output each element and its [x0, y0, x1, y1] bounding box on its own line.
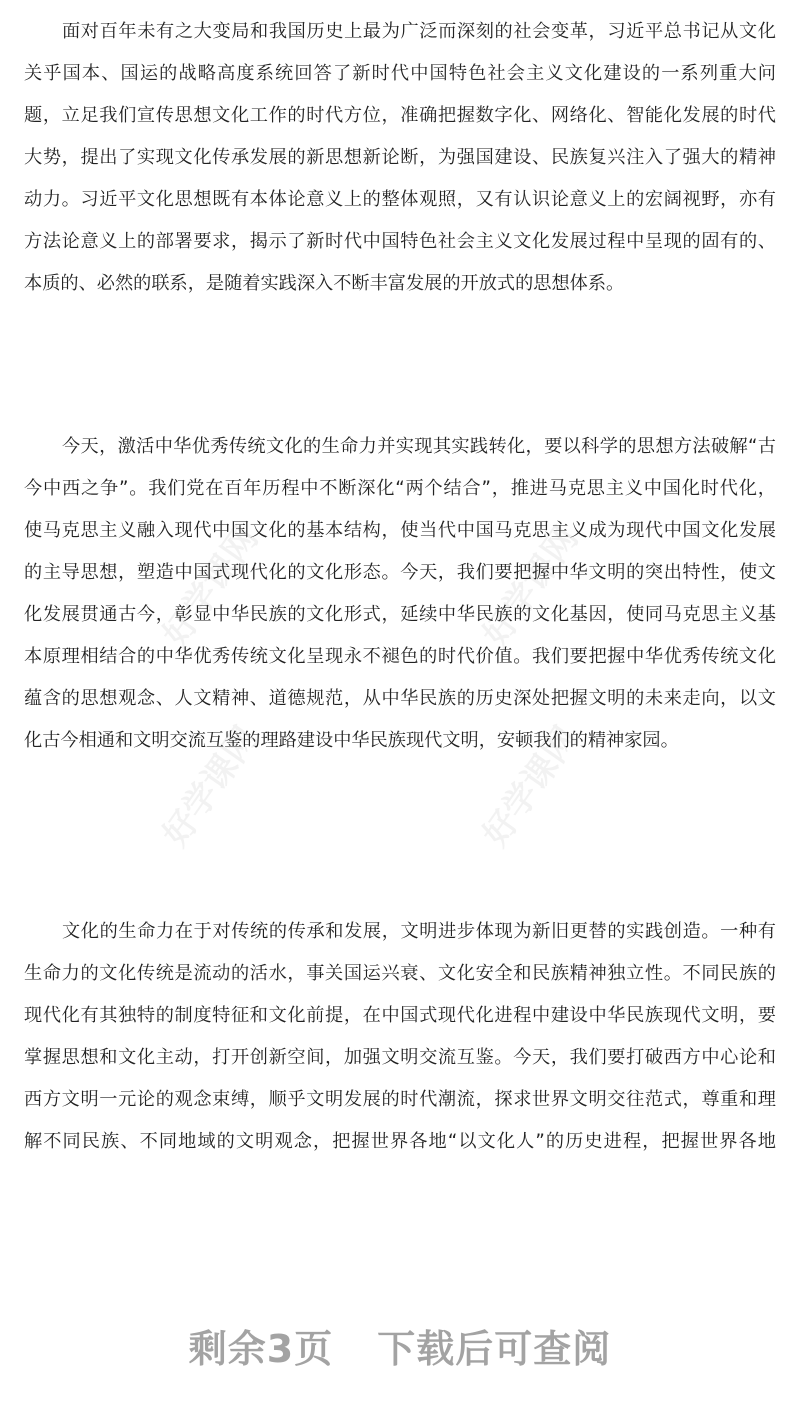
paragraph-1-line: 题，立足我们宣传思想文化工作的时代方位，准确把握数字化、网络化、智能化发展的时代: [24, 105, 776, 126]
watermark: 好学课网: [475, 719, 587, 854]
paragraph-3-line: 生命力的文化传统是流动的活水，事关国运兴衰、文化安全和民族精神独立性。不同民族的: [24, 963, 776, 984]
paragraph-2-line: 的主导思想，塑造中国式现代化的文化形态。今天，我们要把握中华文明的突出特性，使文: [24, 562, 776, 583]
paragraph-2-line: 化发展贯通古今，彰显中华民族的文化形式，延续中华民族的文化基因，使同马克思主义基: [24, 604, 776, 625]
paragraph-3-line: 解不同民族、不同地域的文明观念，把握世界各地“以文化人”的历史进程，把握世界各地: [24, 1131, 776, 1152]
download-prompt[interactable]: [0, 1318, 800, 1373]
paragraph-3-line: 现代化有其独特的制度特征和文化前提，在中国式现代化进程中建设中华民族现代文明，要: [24, 1005, 776, 1026]
paragraph-1-line: 方法论意义上的部署要求，揭示了新时代中国特色社会主义文化发展过程中呈现的固有的、: [24, 231, 776, 252]
paragraph-3-line: 西方文明一元论的观念束缚，顺乎文明发展的时代潮流，探求世界文明交往范式，尊重和理: [24, 1089, 776, 1110]
watermark: 好学课网: [155, 719, 267, 854]
paragraph-2-line: 蕴含的思想观念、人文精神、道德规范，从中华民族的历史深处把握文明的未来走向，以文: [24, 688, 776, 709]
paragraph-1-line: 动力。习近平文化思想既有本体论意义上的整体观照，又有认识论意义上的宏阔视野，亦有: [24, 189, 776, 210]
remaining-pages-text: 剩余3页: [188, 1327, 334, 1371]
paragraph-2-line: 今天，激活中华优秀传统文化的生命力并实现其实践转化，要以科学的思想方法破解“古: [62, 436, 776, 457]
paragraph-1-line: 面对百年未有之大变局和我国历史上最为广泛而深刻的社会变革，习近平总书记从文化: [62, 21, 776, 42]
paragraph-3-line: 掌握思想和文化主动，打开创新空间，加强文明交流互鉴。今天，我们要打破西方中心论和: [24, 1047, 776, 1068]
paragraph-2-line: 化古今相通和文明交流互鉴的理路建设中华民族现代文明，安顿我们的精神家园。: [24, 730, 679, 751]
paragraph-1-line: 大势，提出了实现文化传承发展的新思想新论断，为强国建设、民族复兴注入了强大的精神: [24, 147, 776, 168]
paragraph-2-line: 今中西之争”。我们党在百年历程中不断深化“两个结合”，推进马克思主义中国化时代化，: [24, 478, 776, 499]
paragraph-1-line: 本质的、必然的联系，是随着实践深入不断丰富发展的开放式的思想体系。: [24, 273, 625, 294]
watermark: 好学课网: [475, 519, 587, 654]
paragraph-1-line: 关乎国本、国运的战略高度系统回答了新时代中国特色社会主义文化建设的一系列重大问: [24, 63, 776, 84]
paragraph-2-line: 本原理相结合的中华优秀传统文化呈现永不褪色的时代价值。我们要把握中华优秀传统文化: [24, 646, 776, 667]
paragraph-3-line: 文化的生命力在于对传统的传承和发展，文明进步体现为新旧更替的实践创造。一种有: [62, 921, 776, 942]
paragraph-2-line: 使马克思主义融入现代中国文化的基本结构，使当代中国马克思主义成为现代中国文化发展: [24, 520, 776, 541]
watermark: 好学课网: [155, 519, 267, 654]
download-to-view-text: 下载后可查阅: [377, 1327, 612, 1371]
